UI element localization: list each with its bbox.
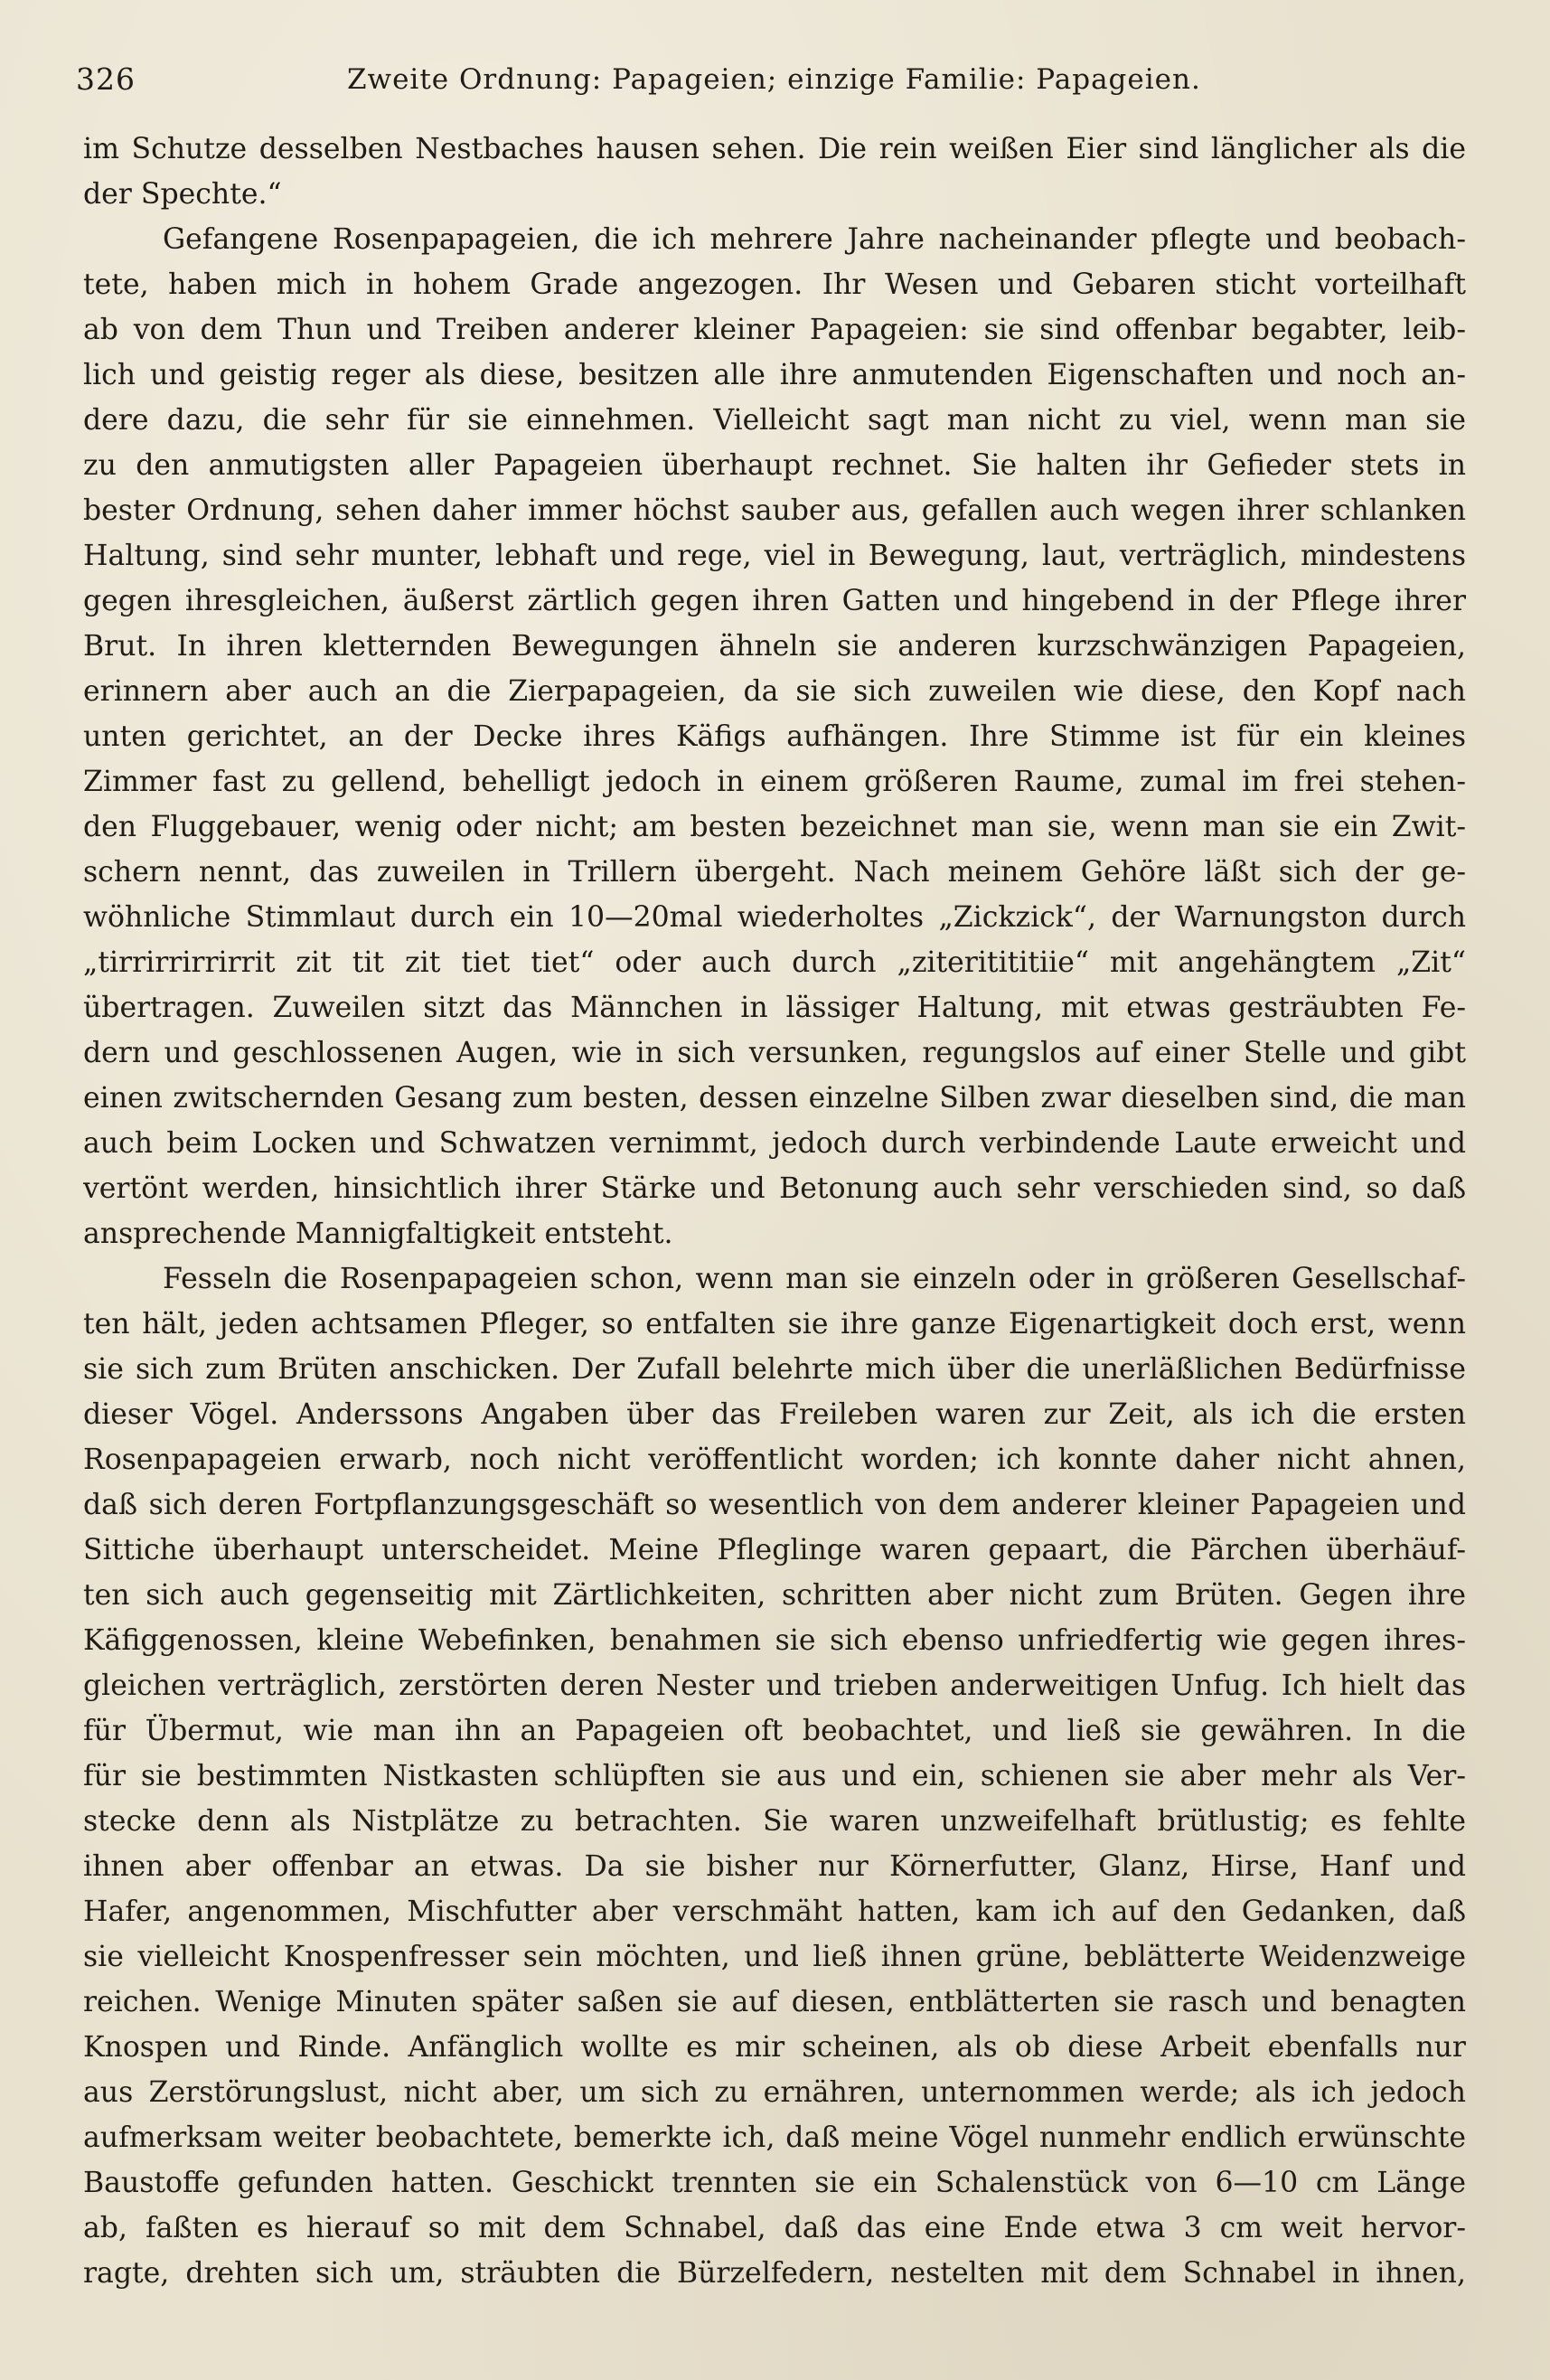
text-line: gleichen verträglich, zerstörten deren Nester und trieben anderweitigen Unfug. Ich hielt das xyxy=(83,1670,1466,1702)
text-line: bester Ordnung, sehen daher immer höchst sauber aus, gefallen auch wegen ihrer schlanken xyxy=(83,494,1466,527)
running-head: Zweite Ordnung: Papageien; einzige Familie: Papageien. xyxy=(347,63,1201,96)
text-line: lich und geistig reger als diese, besitzen alle ihre anmutenden Eigenschaften und noch an- xyxy=(83,359,1466,391)
text-line: Hafer, angenommen, Mischfutter aber verschmäht hatten, kam ich auf den Gedanken, daß xyxy=(83,1896,1466,1928)
text-line: aus Zerstörungslust, nicht aber, um sich zu ernähren, unternommen werde; als ich jedoch xyxy=(83,2076,1466,2109)
text-line: daß sich deren Fortpflanzungsgeschäft so wesentlich von dem anderer kleiner Papageien und xyxy=(83,1489,1466,1521)
text-line: vertönt werden, hinsichtlich ihrer Stärke und Betonung auch sehr verschieden sind, so daß xyxy=(83,1172,1466,1205)
text-line: schern nennt, das zuweilen in Trillern übergeht. Nach meinem Gehöre läßt sich der ge- xyxy=(83,856,1466,889)
text-line: unten gerichtet, an der Decke ihres Käfigs aufhängen. Ihre Stimme ist für ein kleines xyxy=(83,720,1466,753)
page-header xyxy=(76,61,1469,105)
text-line: Rosenpapageien erwarb, noch nicht veröffentlicht worden; ich konnte daher nicht ahnen, xyxy=(83,1444,1466,1476)
text-line: den Fluggebauer, wenig oder nicht; am besten bezeichnet man sie, wenn man sie ein Zwit- xyxy=(83,811,1466,843)
text-line: dieser Vögel. Anderssons Angaben über das Freileben waren zur Zeit, als ich die ersten xyxy=(83,1398,1466,1431)
text-line: ihnen aber offenbar an etwas. Da sie bisher nur Körnerfutter, Glanz, Hirse, Hanf und xyxy=(83,1850,1466,1883)
text-line: Haltung, sind sehr munter, lebhaft und rege, viel in Bewegung, laut, verträglich, mindestens xyxy=(83,540,1466,572)
text-line: im Schutze desselben Nestbaches hausen sehen. Die rein weißen Eier sind länglicher als die xyxy=(83,133,1466,165)
text-line: Fesseln die Rosenpapageien schon, wenn man sie einzeln oder in größeren Gesellschaf- xyxy=(163,1263,1466,1295)
page-number: 326 xyxy=(76,61,136,97)
text-line: sie sich zum Brüten anschicken. Der Zufall belehrte mich über die unerläßlichen Bedürfnisse xyxy=(83,1353,1466,1386)
text-line: dere dazu, die sehr für sie einnehmen. Vielleicht sagt man nicht zu viel, wenn man sie xyxy=(83,404,1466,437)
body-text xyxy=(83,127,1466,2296)
text-line: aufmerksam weiter beobachtete, bemerkte ich, daß meine Vögel nunmehr endlich erwünschte xyxy=(83,2121,1466,2154)
text-line: stecke denn als Nistplätze zu betrachten. Sie waren unzweifelhaft brütlustig; es fehlte xyxy=(83,1805,1466,1838)
text-line: für sie bestimmten Nistkasten schlüpften sie aus und ein, schienen sie aber mehr als Ver- xyxy=(83,1760,1466,1792)
text-line: Sittiche überhaupt unterscheidet. Meine Pfleglinge waren gepaart, die Pärchen überhäuf- xyxy=(83,1534,1466,1566)
text-line: ansprechende Mannigfaltigkeit entsteht. xyxy=(83,1218,673,1250)
text-line: ten hält, jeden achtsamen Pfleger, so entfalten sie ihre ganze Eigenartigkeit doch erst, wenn xyxy=(83,1308,1466,1341)
text-line: dern und geschlossenen Augen, wie in sich versunken, regungslos auf einer Stelle und gibt xyxy=(83,1037,1466,1069)
text-line: „tirrirrirrirrit zit tit zit tiet tiet“ oder auch durch „ziteritititiie“ mit angehängtem „Zit“ xyxy=(83,946,1466,979)
text-line: ab von dem Thun und Treiben anderer kleiner Papageien: sie sind offenbar begabter, leib- xyxy=(83,314,1466,346)
text-line: ragte, drehten sich um, sträubten die Bürzelfedern, nestelten mit dem Schnabel in ihnen, xyxy=(83,2257,1466,2290)
text-line: Zimmer fast zu gellend, behelligt jedoch in einem größeren Raume, zumal im frei stehen- xyxy=(83,766,1466,798)
text-line: Brut. In ihren kletternden Bewegungen ähneln sie anderen kurzschwänzigen Papageien, xyxy=(83,630,1466,663)
text-line: auch beim Locken und Schwatzen vernimmt, jedoch durch verbindende Laute erweicht und xyxy=(83,1127,1466,1160)
text-line: reichen. Wenige Minuten später saßen sie auf diesen, entblätterten sie rasch und benagten xyxy=(83,1986,1466,2018)
text-line: sie vielleicht Knospenfresser sein möchten, und ließ ihnen grüne, beblätterte Weidenzweige xyxy=(83,1941,1466,1973)
text-line: zu den anmutigsten aller Papageien überhaupt rechnet. Sie halten ihr Gefieder stets in xyxy=(83,449,1466,482)
text-line: ten sich auch gegenseitig mit Zärtlichkeiten, schritten aber nicht zum Brüten. Gegen ihre xyxy=(83,1579,1466,1612)
text-line: gegen ihresgleichen, äußerst zärtlich gegen ihren Gatten und hingebend in der Pflege ihrer xyxy=(83,585,1466,617)
text-line: Gefangene Rosenpapageien, die ich mehrere Jahre nacheinander pflegte und beobach- xyxy=(163,223,1466,256)
text-line: einen zwitschernden Gesang zum besten, dessen einzelne Silben zwar dieselben sind, die man xyxy=(83,1082,1466,1115)
text-line: erinnern aber auch an die Zierpapageien, da sie sich zuweilen wie diese, den Kopf nach xyxy=(83,675,1466,708)
text-line: übertragen. Zuweilen sitzt das Männchen in lässiger Haltung, mit etwas gesträubten Fe- xyxy=(83,992,1466,1024)
text-line: wöhnliche Stimmlaut durch ein 10—20mal wiederholtes „Zickzick“, der Warnungston durch xyxy=(83,901,1466,934)
text-line: ab, faßten es hierauf so mit dem Schnabel, daß das eine Ende etwa 3 cm weit hervor- xyxy=(83,2212,1466,2244)
text-line: für Übermut, wie man ihn an Papageien oft beobachtet, und ließ sie gewähren. In die xyxy=(83,1715,1466,1747)
text-line: Käfiggenossen, kleine Webefinken, benahmen sie sich ebenso unfriedfertig wie gegen ihres- xyxy=(83,1624,1466,1657)
text-line: der Spechte.“ xyxy=(83,178,282,211)
text-line: Baustoffe gefunden hatten. Geschickt trennten sie ein Schalenstück von 6—10 cm Länge xyxy=(83,2167,1466,2199)
text-line: tete, haben mich in hohem Grade angezogen. Ihr Wesen und Gebaren sticht vorteilhaft xyxy=(83,268,1466,301)
text-line: Knospen und Rinde. Anfänglich wollte es mir scheinen, als ob diese Arbeit ebenfalls nur xyxy=(83,2031,1466,2064)
